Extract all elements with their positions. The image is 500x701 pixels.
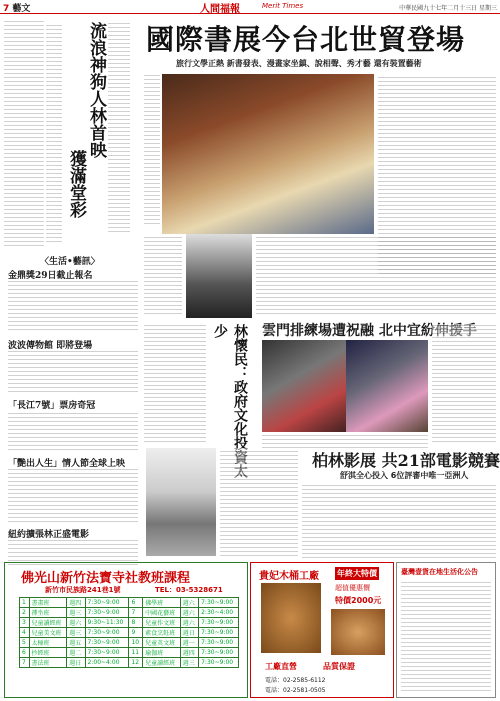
schedule-cell: 週六 [180, 608, 198, 618]
schedule-cell: 佛學班 [143, 598, 181, 608]
temple-ad-address: 新竹市民族路241巷1號 [45, 586, 121, 594]
brief-heading-3: 「長江7號」票房奇冠 [8, 401, 96, 411]
schedule-cell: 7:30~9:00 [85, 628, 129, 638]
schedule-cell: 週六 [180, 598, 198, 608]
left-body-text-mid [108, 22, 130, 232]
top-body-text-left [144, 74, 160, 224]
schedule-row [20, 608, 239, 618]
schedule-cell: 4 [20, 628, 30, 638]
schedule-cell: 兒童讀經班 [143, 658, 181, 668]
temple-ad-title: 佛光山新竹法寶寺社教班課程 [21, 571, 191, 586]
schedule-cell: 2:00~4:00 [85, 658, 129, 668]
right-notice-box [396, 562, 496, 698]
bath-ad-quality: 品質保證 [323, 662, 355, 671]
schedule-cell: 兒童讀經班 [29, 618, 67, 628]
schedule-cell: 7 [20, 658, 30, 668]
bath-ad-tel2: 電話：02-2581-0505 [265, 687, 326, 694]
lower-headline: 柏林影展 共21部電影競賽 [312, 451, 500, 470]
top-subhead: 旅行文學正熱 新書發表、漫畫家坐鎮、說相聲、秀才藝 還有裝置藝術 [176, 59, 422, 68]
bath-ad-tel1: 電話：02-2585-6112 [265, 677, 326, 684]
schedule-cell: 7:30~9:00 [199, 638, 239, 648]
schedule-cell: 週五 [67, 638, 85, 648]
schedule-cell: 中國花藝班 [143, 608, 181, 618]
temple-ad-tel: TEL：03-5328671 [155, 586, 223, 594]
schedule-cell: 兒童作文班 [143, 618, 181, 628]
brief-heading-2: 波波傳物館 即將登場 [8, 341, 93, 351]
temple-ad [4, 562, 248, 698]
left-body-text-mid2 [46, 22, 62, 242]
schedule-row [20, 638, 239, 648]
schedule-cell: 1 [20, 598, 30, 608]
schedule-cell: 週四 [180, 648, 198, 658]
brief-heading-4: 「艷出人生」情人節全球上映 [8, 459, 126, 469]
author-photo [186, 234, 252, 318]
right-notice-title: 臺灣壹貨在地生活化公告 [401, 567, 478, 576]
schedule-row [20, 598, 239, 608]
left-vertical-title-2: 獲滿堂彩 [66, 150, 86, 218]
schedule-cell: 2 [20, 608, 30, 618]
schedule-cell: 週三 [180, 658, 198, 668]
schedule-row [20, 648, 239, 658]
schedule-cell: 週一 [180, 638, 198, 648]
middle-body-text-right [432, 324, 496, 442]
left-body-text-top [4, 18, 44, 246]
schedule-cell: 書法班 [29, 658, 67, 668]
schedule-cell: 週六 [180, 618, 198, 628]
top-body-text-caption [144, 234, 182, 314]
fire-photo-1 [262, 340, 346, 432]
schedule-cell: 週六 [67, 618, 85, 628]
schedule-cell: 太極班 [29, 638, 67, 648]
right-notice-text [401, 579, 491, 691]
brief-text-3 [8, 410, 138, 450]
schedule-cell: 7:30~9:00 [199, 598, 239, 608]
schedule-cell: 兒童美文班 [29, 628, 67, 638]
schedule-cell: 11 [129, 648, 143, 658]
schedule-cell: 7:30~9:00 [85, 638, 129, 648]
schedule-row [20, 618, 239, 628]
schedule-cell: 7:30~9:00 [199, 648, 239, 658]
middle-body-text-bottom [262, 434, 428, 448]
schedule-cell: 5 [20, 638, 30, 648]
schedule-cell: 週三 [67, 628, 85, 638]
schedule-row [20, 628, 239, 638]
brief-text-2 [8, 350, 138, 392]
wooden-tub-image-2 [331, 609, 385, 655]
schedule-cell: 週日 [67, 658, 85, 668]
schedule-cell: 週四 [67, 598, 85, 608]
schedule-cell: 9:30~11:30 [85, 618, 129, 628]
wooden-tub-image [261, 583, 321, 653]
schedule-cell: 7:30~9:00 [85, 608, 129, 618]
fire-photo-2 [346, 340, 428, 432]
brief-text-1 [8, 280, 138, 330]
schedule-cell: 8 [129, 618, 143, 628]
bath-ad-badge: 年終大特價 [337, 569, 377, 578]
schedule-cell: 3 [20, 618, 30, 628]
schedule-cell: 6 [20, 648, 30, 658]
middle-vertical-headline: 林懷民：政府文化投資太少 [212, 324, 248, 478]
schedule-cell: 素食烹飪班 [143, 628, 181, 638]
schedule-cell: 兒童英文班 [143, 638, 181, 648]
schedule-cell: 7:30~9:00 [199, 628, 239, 638]
schedule-cell: 瑜伽班 [143, 648, 181, 658]
schedule-cell: 6 [129, 598, 143, 608]
page-number: 7 藝文 [3, 4, 31, 14]
bath-ad-promo: 超值優惠價 [335, 584, 370, 592]
left-vertical-title: 流浪神狗人林首映 [86, 22, 106, 158]
bath-ad [250, 562, 394, 698]
schedule-cell: 12 [129, 658, 143, 668]
brief-text-4 [8, 468, 138, 522]
brand-name: 人間福報 [200, 4, 240, 15]
schedule-table [19, 597, 239, 668]
lower-subhead: 舒淇全心投入 6位評審中唯一亞洲人 [340, 471, 469, 480]
top-headline: 國際書展今台北世貿登場 [146, 23, 466, 56]
issue-date: 中華民國九十七年二月十三日 星期三 [399, 5, 497, 12]
schedule-cell: 書畫班 [29, 598, 67, 608]
top-body-text-bottom [256, 234, 496, 314]
schedule-cell: 週三 [67, 608, 85, 618]
schedule-cell: 週日 [180, 628, 198, 638]
briefs-header: 〈生活•藝訊〉 [40, 257, 100, 267]
schedule-cell: 9 [129, 628, 143, 638]
bookfair-photo [162, 74, 374, 234]
schedule-cell: 2:30~4:00 [199, 608, 239, 618]
schedule-cell: 抄經班 [29, 648, 67, 658]
brief-heading-5: 紐約擴張林正盛電影 [8, 530, 90, 540]
schedule-cell: 7:30~9:00 [199, 618, 239, 628]
schedule-cell: 週二 [67, 648, 85, 658]
lower-body-text-left [220, 448, 298, 556]
schedule-row [20, 658, 239, 668]
lower-body-text-right [302, 484, 496, 558]
middle-body-text-left [144, 324, 206, 442]
schedule-cell: 10 [129, 638, 143, 648]
schedule-cell: 7:30~9:00 [85, 598, 129, 608]
bath-ad-factory: 工廠直營 [265, 662, 297, 671]
schedule-cell: 7 [129, 608, 143, 618]
brief-heading-1: 金鼎獎29日截止報名 [8, 271, 93, 281]
schedule-cell: 7:30~9:00 [85, 648, 129, 658]
statue-photo [146, 448, 216, 556]
middle-headline: 雲門排練場遭祝融 北中宜紛伸援手 [262, 323, 477, 339]
schedule-cell: 禪坐班 [29, 608, 67, 618]
bath-ad-title: 貴妃木桶工廠 [259, 571, 319, 582]
masthead [0, 0, 500, 14]
brand-english: Merit Times [262, 2, 304, 10]
schedule-cell: 7:30~9:00 [199, 658, 239, 668]
bath-ad-price: 特價2000元 [335, 596, 382, 605]
